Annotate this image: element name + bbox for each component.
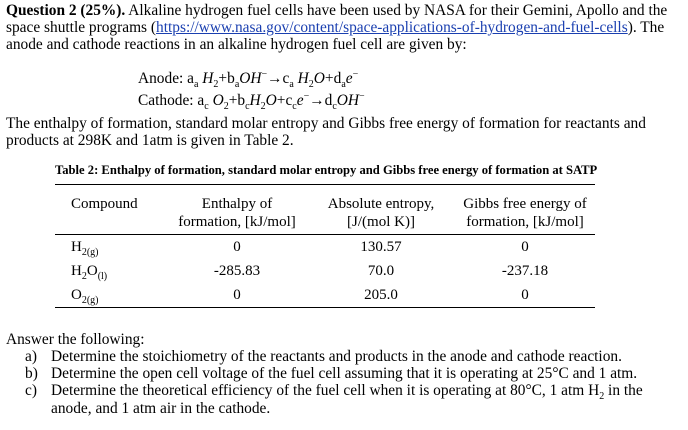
cathode-equation: Cathode: $a_c$ $O_2+b_cH_2O+c_ce^-\to d_cOH^-$ bbox=[138, 90, 365, 113]
item-text: Determine the stoichiometry of the reactants and products in the anode and cathode reaction. bbox=[51, 348, 622, 365]
item-label: c) bbox=[25, 382, 37, 400]
gibbs-cell: -237.18 bbox=[501, 263, 549, 279]
enthalpy-cell: 0 bbox=[233, 239, 241, 255]
item-text: Determine the theoretical efficiency of the fuel cell when it is operating at 80°C, 1 atm H bbox=[51, 382, 600, 400]
cathode-label: Cathode: bbox=[138, 92, 194, 109]
compound-cell: $H_2O_{(l)}$ bbox=[71, 263, 108, 282]
item-label: a) bbox=[25, 348, 37, 365]
compound-cell: $O_{2(g)}$ bbox=[71, 287, 99, 306]
header-entropy: Absolute entropy, [J/(mol K)] bbox=[327, 196, 435, 230]
gibbs-cell: 0 bbox=[521, 287, 529, 303]
question-title: Question 2 (25%). bbox=[6, 2, 126, 19]
compound-cell: $H_{2(g)}$ bbox=[71, 239, 99, 258]
table-row bbox=[55, 259, 595, 283]
item-subscript: 2 bbox=[599, 391, 605, 403]
list-item bbox=[25, 365, 682, 382]
enthalpy-cell: -285.83 bbox=[213, 263, 261, 279]
item-text-after: in the anode, and 1 atm air in the cathode. bbox=[51, 382, 643, 417]
list-item bbox=[25, 348, 682, 365]
table-caption: Table 2: Enthalpy of formation, standard molar entropy and Gibbs free energy of formation at SATP bbox=[55, 163, 598, 177]
enthalpy-paragraph: The enthalpy of formation, standard molar entropy and Gibbs free energy of formation for reactants and products at 298K and 1atm is given in Table 2. bbox=[6, 115, 646, 150]
header-compound: Compound bbox=[71, 196, 138, 212]
list-item bbox=[25, 382, 682, 416]
header-gibbs: Gibbs free energy of formation, [kJ/mol] bbox=[463, 196, 587, 230]
table-row bbox=[55, 235, 595, 260]
question-intro: Alkaline hydrogen fuel cells have been used by NASA for their Gemini, Apollo and the space shuttle programs ( bbox=[6, 2, 668, 37]
question-intro-after: ). The anode and cathode reactions in an alkaline hydrogen fuel cell are given by: bbox=[6, 19, 665, 54]
gibbs-cell: 0 bbox=[521, 239, 529, 255]
table-row bbox=[55, 283, 595, 308]
header-enthalpy: Enthalpy of formation, [kJ/mol] bbox=[178, 196, 296, 230]
item-label: b) bbox=[25, 365, 38, 383]
anode-label: Anode: bbox=[138, 70, 184, 87]
entropy-cell: 205.0 bbox=[364, 287, 398, 303]
nasa-link[interactable]: https://www.nasa.gov/content/space-applications-of-hydrogen-and-fuel-cells bbox=[156, 19, 628, 37]
answers-list bbox=[25, 348, 682, 417]
item-text: Determine the open cell voltage of the fuel cell assuming that it is operating at 25°C and 1 atm. bbox=[51, 365, 638, 383]
question-paragraph bbox=[6, 2, 682, 54]
data-table bbox=[55, 184, 595, 308]
answers-heading: Answer the following: bbox=[6, 331, 145, 348]
anode-equation: Anode: $a_a$ $H_2+b_aOH^-\to c_a$ $H_2O+d_ae^-$ bbox=[138, 68, 359, 91]
enthalpy-cell: 0 bbox=[233, 287, 241, 303]
entropy-cell: 70.0 bbox=[367, 263, 395, 279]
table-header-row bbox=[55, 185, 595, 235]
entropy-cell: 130.57 bbox=[360, 239, 402, 255]
